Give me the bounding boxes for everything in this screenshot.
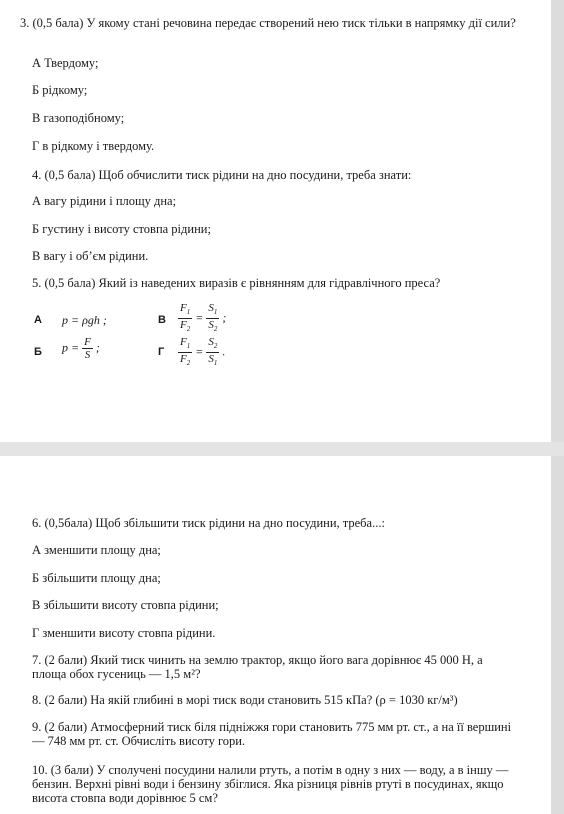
question-3-text: 3. (0,5 бала) У якому стані речовина передає створений нею тиск тільки в напрямку дії сили? bbox=[20, 16, 516, 30]
q5-v-f2-index: 2 bbox=[186, 325, 191, 334]
q5-label-v: В bbox=[158, 314, 166, 326]
q5-v-s2-index: 2 bbox=[213, 325, 218, 334]
q3-option-a: А Твердому; bbox=[32, 56, 99, 70]
q6-option-v: В збільшити висоту стовпа рідини; bbox=[32, 598, 219, 612]
page-gap bbox=[0, 442, 564, 456]
q5-v-equals: = bbox=[195, 310, 204, 325]
q6-option-a: А зменшити площу дна; bbox=[32, 543, 161, 557]
q5-g-s1-index: 1 bbox=[213, 359, 218, 368]
q5-b-numerator: F bbox=[84, 336, 91, 348]
question-10-text: 10. (3 бали) У сполучені посудини налили ртуть, а потім в одну з них — воду, а в іншу — бензин. Верхні рівні води і бензину збіглися. Яка різниця рівнів ртуті в посудинах, якщо висота стовпа води дорівнює 5 см? bbox=[32, 763, 509, 805]
q5-g-equals: = bbox=[195, 344, 204, 359]
q5-g-s2: S bbox=[208, 336, 214, 348]
q4-option-a: А вагу рідини і площу дна; bbox=[32, 194, 177, 208]
q5-g-s1: S bbox=[208, 353, 214, 366]
q5-formula-v bbox=[178, 302, 226, 335]
q5-b-denominator: S bbox=[84, 349, 91, 361]
q5-v-frac-left bbox=[178, 302, 192, 335]
q5-formula-b bbox=[62, 336, 100, 361]
q5-label-g: Г bbox=[158, 346, 165, 358]
q3-option-g: Г в рідкому і твердому. bbox=[32, 139, 155, 153]
q5-v-f1-index: 1 bbox=[186, 308, 191, 317]
q5-g-f2-index: 2 bbox=[186, 359, 191, 368]
q5-g-f2: F bbox=[180, 353, 187, 366]
q5-label-a: А bbox=[34, 314, 42, 326]
question-4-text: 4. (0,5 бала) Щоб обчислити тиск рідини на дно посудини, треба знати: bbox=[32, 168, 412, 182]
q5-formula-g bbox=[178, 336, 225, 369]
q6-option-b: Б збільшити площу дна; bbox=[32, 571, 161, 585]
q4-option-b: Б густину і висоту стовпа рідини; bbox=[32, 222, 211, 236]
document-page-2 bbox=[0, 456, 551, 814]
q5-v-s1: S bbox=[208, 302, 214, 314]
q5-g-frac-right bbox=[206, 336, 219, 369]
q5-label-b: Б bbox=[34, 346, 42, 358]
right-scroll-edge bbox=[551, 0, 564, 814]
question-5-text: 5. (0,5 бала) Який із наведених виразів є рівнянням для гідравлічного преса? bbox=[32, 276, 441, 290]
q5-g-f1: F bbox=[180, 336, 187, 348]
q5-v-frac-right bbox=[206, 302, 219, 335]
question-7-text: 7. (2 бали) Який тиск чинить на землю трактор, якщо його вага дорівнює 45 000 Н, а площа обох гусениць — 1,5 м²? bbox=[32, 653, 483, 681]
q3-option-b: Б рідкому; bbox=[32, 83, 88, 97]
q5-v-s1-index: 1 bbox=[213, 308, 218, 317]
question-8-text: 8. (2 бали) На якій глибині в морі тиск води становить 515 кПа? (ρ = 1030 кг/м³) bbox=[32, 693, 458, 707]
question-6-text: 6. (0,5бала) Щоб збільшити тиск рідини на дно посудини, треба...: bbox=[32, 516, 385, 530]
q5-g-period: . bbox=[222, 344, 226, 359]
q5-g-s2-index: 2 bbox=[213, 342, 218, 351]
q5-b-fraction bbox=[82, 336, 93, 361]
q6-option-g: Г зменшити висоту стовпа рідини. bbox=[32, 626, 216, 640]
q5-v-s2: S bbox=[208, 319, 214, 332]
q5-g-f1-index: 1 bbox=[186, 342, 191, 351]
q5-v-f2: F bbox=[180, 319, 187, 332]
q3-option-v: В газоподібному; bbox=[32, 111, 125, 125]
q5-b-tail: ; bbox=[95, 340, 100, 355]
q5-v-f1: F bbox=[180, 302, 187, 314]
question-9-text: 9. (2 бали) Атмосферний тиск біля підніжжя гори становить 775 мм рт. ст., а на її вершині — 748 мм рт. ст. Обчисліть висоту гори. bbox=[32, 720, 512, 748]
q4-option-v: В вагу і об’єм рідини. bbox=[32, 249, 149, 263]
q5-g-frac-left bbox=[178, 336, 192, 369]
q5-v-semicolon: ; bbox=[222, 310, 227, 325]
q5-formula-a: p = ρgh ; bbox=[62, 313, 107, 327]
q5-b-lhs: p = bbox=[62, 340, 80, 355]
